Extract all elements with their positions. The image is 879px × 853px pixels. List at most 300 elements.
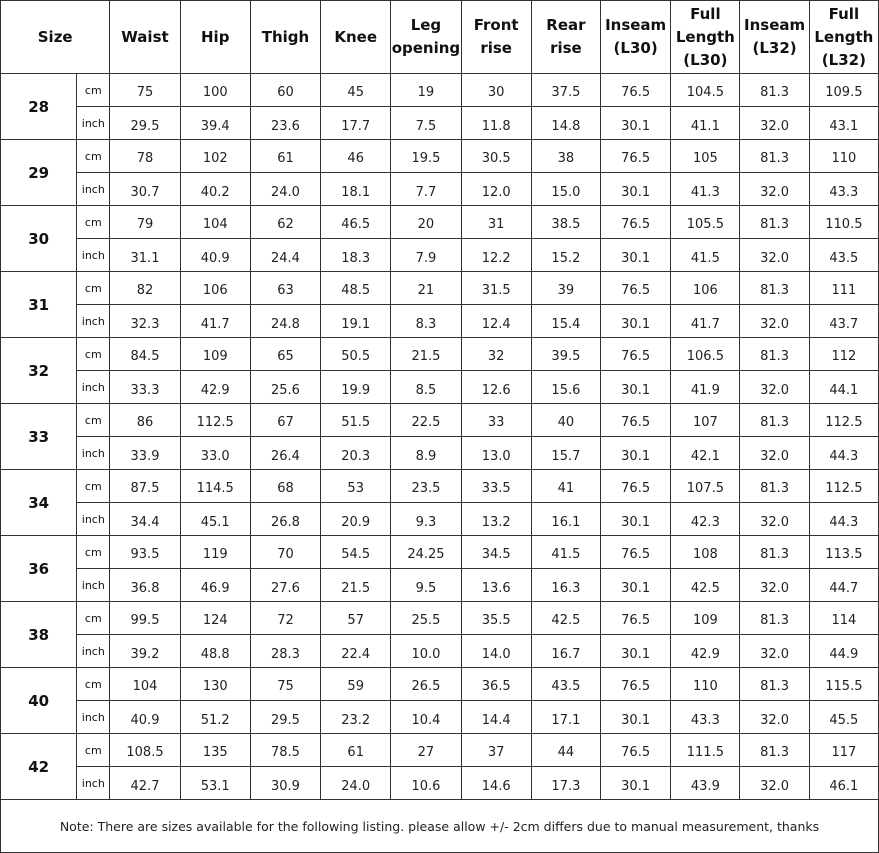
measurement-cell: 31.5 bbox=[461, 272, 531, 305]
measurement-cell: 54.5 bbox=[321, 536, 391, 569]
measurement-cell: 24.4 bbox=[250, 239, 320, 272]
table-row bbox=[1, 767, 879, 800]
measurement-cell: 46.5 bbox=[321, 206, 391, 239]
measurement-cell: 76.5 bbox=[601, 74, 671, 107]
measurement-cell: 33.5 bbox=[461, 470, 531, 503]
unit-label: inch bbox=[77, 305, 110, 338]
measurement-cell: 109 bbox=[180, 338, 250, 371]
unit-label: inch bbox=[77, 107, 110, 140]
measurement-cell: 40.9 bbox=[110, 701, 180, 734]
measurement-cell: 104 bbox=[180, 206, 250, 239]
unit-label: inch bbox=[77, 173, 110, 206]
measurement-cell: 7.5 bbox=[391, 107, 461, 140]
table-row bbox=[1, 305, 879, 338]
header-line: Waist bbox=[121, 27, 169, 46]
measurement-cell: 33 bbox=[461, 404, 531, 437]
measurement-cell: 32.0 bbox=[740, 767, 809, 800]
table-row bbox=[1, 107, 879, 140]
measurement-cell: 44.3 bbox=[809, 503, 878, 536]
measurement-cell: 44 bbox=[531, 734, 600, 767]
measurement-cell: 32.0 bbox=[740, 173, 809, 206]
header-line: Leg bbox=[410, 16, 442, 34]
measurement-cell: 22.4 bbox=[321, 635, 391, 668]
measurement-cell: 39.4 bbox=[180, 107, 250, 140]
header-line: (L32) bbox=[821, 50, 866, 69]
unit-label: cm bbox=[77, 734, 110, 767]
measurement-cell: 42.3 bbox=[671, 503, 740, 536]
header-line: opening bbox=[391, 39, 461, 57]
measurement-cell: 111 bbox=[809, 272, 878, 305]
measurement-cell: 112 bbox=[809, 338, 878, 371]
measurement-cell: 40.2 bbox=[180, 173, 250, 206]
measurement-cell: 31 bbox=[461, 206, 531, 239]
measurement-cell: 44.9 bbox=[809, 635, 878, 668]
measurement-cell: 19.9 bbox=[321, 371, 391, 404]
measurement-cell: 60 bbox=[250, 74, 320, 107]
column-header-knee bbox=[321, 1, 391, 74]
unit-label: inch bbox=[77, 437, 110, 470]
measurement-cell: 30.1 bbox=[601, 503, 671, 536]
measurement-cell: 26.5 bbox=[391, 668, 461, 701]
column-header-inseam-l30 bbox=[601, 1, 671, 74]
measurement-cell: 18.1 bbox=[321, 173, 391, 206]
measurement-cell: 44.7 bbox=[809, 569, 878, 602]
size-label: 42 bbox=[1, 734, 77, 800]
unit-label: cm bbox=[77, 536, 110, 569]
measurement-cell: 46.1 bbox=[809, 767, 878, 800]
table-row bbox=[1, 536, 879, 569]
table-body bbox=[1, 74, 879, 800]
measurement-cell: 17.3 bbox=[531, 767, 600, 800]
measurement-cell: 82 bbox=[110, 272, 180, 305]
measurement-cell: 39.2 bbox=[110, 635, 180, 668]
measurement-cell: 41.3 bbox=[671, 173, 740, 206]
measurement-cell: 63 bbox=[250, 272, 320, 305]
measurement-cell: 30.1 bbox=[601, 239, 671, 272]
measurement-cell: 81.3 bbox=[740, 338, 809, 371]
header-line: rise bbox=[550, 39, 582, 57]
header-line: Hip bbox=[201, 27, 230, 46]
header-line: Size bbox=[37, 27, 73, 46]
measurement-cell: 112.5 bbox=[180, 404, 250, 437]
column-header-leg-opening bbox=[391, 1, 461, 74]
measurement-cell: 27.6 bbox=[250, 569, 320, 602]
table-row bbox=[1, 239, 879, 272]
measurement-cell: 78 bbox=[110, 140, 180, 173]
measurement-cell: 32.0 bbox=[740, 107, 809, 140]
unit-label: cm bbox=[77, 404, 110, 437]
measurement-cell: 108.5 bbox=[110, 734, 180, 767]
measurement-cell: 30.1 bbox=[601, 305, 671, 338]
measurement-cell: 19.5 bbox=[391, 140, 461, 173]
measurement-cell: 43.9 bbox=[671, 767, 740, 800]
column-header-hip bbox=[180, 1, 250, 74]
measurement-cell: 14.8 bbox=[531, 107, 600, 140]
measurement-cell: 20.9 bbox=[321, 503, 391, 536]
table-row bbox=[1, 602, 879, 635]
measurement-cell: 81.3 bbox=[740, 404, 809, 437]
header-line: Rear bbox=[546, 16, 586, 34]
measurement-cell: 27 bbox=[391, 734, 461, 767]
unit-label: inch bbox=[77, 239, 110, 272]
header-line: rise bbox=[480, 39, 512, 57]
measurement-cell: 18.3 bbox=[321, 239, 391, 272]
measurement-cell: 100 bbox=[180, 74, 250, 107]
header-line: Inseam bbox=[605, 16, 667, 34]
measurement-cell: 104.5 bbox=[671, 74, 740, 107]
measurement-cell: 53.1 bbox=[180, 767, 250, 800]
measurement-cell: 32.0 bbox=[740, 305, 809, 338]
measurement-cell: 12.0 bbox=[461, 173, 531, 206]
measurement-cell: 109.5 bbox=[809, 74, 878, 107]
measurement-cell: 117 bbox=[809, 734, 878, 767]
measurement-cell: 28.3 bbox=[250, 635, 320, 668]
measurement-cell: 87.5 bbox=[110, 470, 180, 503]
measurement-cell: 62 bbox=[250, 206, 320, 239]
measurement-cell: 50.5 bbox=[321, 338, 391, 371]
unit-label: inch bbox=[77, 503, 110, 536]
measurement-cell: 43.1 bbox=[809, 107, 878, 140]
measurement-cell: 44.3 bbox=[809, 437, 878, 470]
measurement-cell: 70 bbox=[250, 536, 320, 569]
note-text: Note: There are sizes available for the following listing. please allow +/- 2cm differs due to manual measurement, thanks bbox=[1, 800, 879, 853]
measurement-cell: 8.9 bbox=[391, 437, 461, 470]
measurement-cell: 51.5 bbox=[321, 404, 391, 437]
size-label: 33 bbox=[1, 404, 77, 470]
table-row bbox=[1, 74, 879, 107]
measurement-cell: 13.2 bbox=[461, 503, 531, 536]
header-line: Knee bbox=[334, 27, 378, 46]
measurement-cell: 17.7 bbox=[321, 107, 391, 140]
measurement-cell: 106 bbox=[180, 272, 250, 305]
measurement-cell: 106 bbox=[671, 272, 740, 305]
measurement-cell: 81.3 bbox=[740, 602, 809, 635]
measurement-cell: 112.5 bbox=[809, 404, 878, 437]
measurement-cell: 34.5 bbox=[461, 536, 531, 569]
measurement-cell: 81.3 bbox=[740, 206, 809, 239]
measurement-cell: 15.2 bbox=[531, 239, 600, 272]
column-header-inseam-l32 bbox=[740, 1, 809, 74]
unit-label: cm bbox=[77, 74, 110, 107]
measurement-cell: 30.5 bbox=[461, 140, 531, 173]
measurement-cell: 33.3 bbox=[110, 371, 180, 404]
measurement-cell: 68 bbox=[250, 470, 320, 503]
measurement-cell: 119 bbox=[180, 536, 250, 569]
measurement-cell: 78.5 bbox=[250, 734, 320, 767]
measurement-cell: 12.2 bbox=[461, 239, 531, 272]
size-label: 31 bbox=[1, 272, 77, 338]
size-label: 28 bbox=[1, 74, 77, 140]
measurement-cell: 36.5 bbox=[461, 668, 531, 701]
header-line: Thigh bbox=[261, 27, 310, 46]
column-header-front-rise bbox=[461, 1, 531, 74]
table-row bbox=[1, 140, 879, 173]
measurement-cell: 24.0 bbox=[321, 767, 391, 800]
measurement-cell: 76.5 bbox=[601, 206, 671, 239]
measurement-cell: 81.3 bbox=[740, 734, 809, 767]
measurement-cell: 76.5 bbox=[601, 140, 671, 173]
measurement-cell: 13.6 bbox=[461, 569, 531, 602]
measurement-cell: 30.1 bbox=[601, 173, 671, 206]
measurement-cell: 110.5 bbox=[809, 206, 878, 239]
measurement-cell: 114.5 bbox=[180, 470, 250, 503]
measurement-cell: 32.0 bbox=[740, 569, 809, 602]
measurement-cell: 124 bbox=[180, 602, 250, 635]
measurement-cell: 42.9 bbox=[180, 371, 250, 404]
measurement-cell: 30.1 bbox=[601, 701, 671, 734]
unit-label: cm bbox=[77, 470, 110, 503]
measurement-cell: 30.9 bbox=[250, 767, 320, 800]
measurement-cell: 41.7 bbox=[180, 305, 250, 338]
measurement-cell: 86 bbox=[110, 404, 180, 437]
measurement-cell: 32.0 bbox=[740, 371, 809, 404]
measurement-cell: 26.4 bbox=[250, 437, 320, 470]
measurement-cell: 48.8 bbox=[180, 635, 250, 668]
measurement-cell: 79 bbox=[110, 206, 180, 239]
measurement-cell: 23.5 bbox=[391, 470, 461, 503]
measurement-cell: 41 bbox=[531, 470, 600, 503]
measurement-cell: 53 bbox=[321, 470, 391, 503]
measurement-cell: 115.5 bbox=[809, 668, 878, 701]
measurement-cell: 43.7 bbox=[809, 305, 878, 338]
measurement-cell: 14.4 bbox=[461, 701, 531, 734]
measurement-cell: 15.6 bbox=[531, 371, 600, 404]
measurement-cell: 7.9 bbox=[391, 239, 461, 272]
measurement-cell: 23.2 bbox=[321, 701, 391, 734]
measurement-cell: 30.7 bbox=[110, 173, 180, 206]
size-label: 30 bbox=[1, 206, 77, 272]
measurement-cell: 41.7 bbox=[671, 305, 740, 338]
measurement-cell: 8.5 bbox=[391, 371, 461, 404]
measurement-cell: 105 bbox=[671, 140, 740, 173]
measurement-cell: 32.0 bbox=[740, 239, 809, 272]
measurement-cell: 23.6 bbox=[250, 107, 320, 140]
measurement-cell: 20.3 bbox=[321, 437, 391, 470]
table-row bbox=[1, 503, 879, 536]
column-header-rear-rise bbox=[531, 1, 600, 74]
measurement-cell: 15.0 bbox=[531, 173, 600, 206]
measurement-cell: 33.0 bbox=[180, 437, 250, 470]
measurement-cell: 67 bbox=[250, 404, 320, 437]
measurement-cell: 57 bbox=[321, 602, 391, 635]
measurement-cell: 105.5 bbox=[671, 206, 740, 239]
size-label: 32 bbox=[1, 338, 77, 404]
measurement-cell: 99.5 bbox=[110, 602, 180, 635]
size-label: 38 bbox=[1, 602, 77, 668]
measurement-cell: 59 bbox=[321, 668, 391, 701]
table-row bbox=[1, 437, 879, 470]
measurement-cell: 111.5 bbox=[671, 734, 740, 767]
measurement-cell: 38 bbox=[531, 140, 600, 173]
measurement-cell: 81.3 bbox=[740, 74, 809, 107]
measurement-cell: 30.1 bbox=[601, 371, 671, 404]
header-line: Full bbox=[690, 4, 721, 23]
measurement-cell: 32 bbox=[461, 338, 531, 371]
measurement-cell: 135 bbox=[180, 734, 250, 767]
column-header-size bbox=[1, 1, 110, 74]
unit-label: inch bbox=[77, 371, 110, 404]
measurement-cell: 108 bbox=[671, 536, 740, 569]
unit-label: inch bbox=[77, 767, 110, 800]
measurement-cell: 102 bbox=[180, 140, 250, 173]
measurement-cell: 30 bbox=[461, 74, 531, 107]
measurement-cell: 81.3 bbox=[740, 272, 809, 305]
measurement-cell: 21 bbox=[391, 272, 461, 305]
table-row bbox=[1, 371, 879, 404]
measurement-cell: 81.3 bbox=[740, 668, 809, 701]
measurement-cell: 106.5 bbox=[671, 338, 740, 371]
measurement-cell: 104 bbox=[110, 668, 180, 701]
measurement-cell: 10.4 bbox=[391, 701, 461, 734]
measurement-cell: 11.8 bbox=[461, 107, 531, 140]
measurement-cell: 29.5 bbox=[110, 107, 180, 140]
column-header-waist bbox=[110, 1, 180, 74]
measurement-cell: 32.3 bbox=[110, 305, 180, 338]
measurement-cell: 93.5 bbox=[110, 536, 180, 569]
table-row bbox=[1, 272, 879, 305]
measurement-cell: 42.1 bbox=[671, 437, 740, 470]
measurement-cell: 37 bbox=[461, 734, 531, 767]
measurement-cell: 61 bbox=[250, 140, 320, 173]
measurement-cell: 17.1 bbox=[531, 701, 600, 734]
measurement-cell: 76.5 bbox=[601, 602, 671, 635]
unit-label: inch bbox=[77, 701, 110, 734]
measurement-cell: 37.5 bbox=[531, 74, 600, 107]
unit-label: cm bbox=[77, 602, 110, 635]
table-row bbox=[1, 734, 879, 767]
measurement-cell: 31.1 bbox=[110, 239, 180, 272]
table-row bbox=[1, 701, 879, 734]
header-line: (L30) bbox=[613, 39, 658, 57]
measurement-cell: 32.0 bbox=[740, 701, 809, 734]
measurement-cell: 38.5 bbox=[531, 206, 600, 239]
measurement-cell: 43.3 bbox=[671, 701, 740, 734]
measurement-cell: 43.3 bbox=[809, 173, 878, 206]
table-row bbox=[1, 569, 879, 602]
measurement-cell: 46 bbox=[321, 140, 391, 173]
measurement-cell: 26.8 bbox=[250, 503, 320, 536]
measurement-cell: 33.9 bbox=[110, 437, 180, 470]
measurement-cell: 12.6 bbox=[461, 371, 531, 404]
measurement-cell: 24.8 bbox=[250, 305, 320, 338]
measurement-cell: 72 bbox=[250, 602, 320, 635]
header-line: Front bbox=[473, 16, 519, 34]
measurement-cell: 40.9 bbox=[180, 239, 250, 272]
measurement-cell: 113.5 bbox=[809, 536, 878, 569]
measurement-cell: 21.5 bbox=[391, 338, 461, 371]
unit-label: inch bbox=[77, 635, 110, 668]
column-header-thigh bbox=[250, 1, 320, 74]
unit-label: cm bbox=[77, 206, 110, 239]
header-row bbox=[1, 1, 879, 74]
measurement-cell: 81.3 bbox=[740, 470, 809, 503]
header-line: Length bbox=[675, 27, 735, 46]
measurement-cell: 41.1 bbox=[671, 107, 740, 140]
measurement-cell: 14.0 bbox=[461, 635, 531, 668]
measurement-cell: 76.5 bbox=[601, 272, 671, 305]
measurement-cell: 76.5 bbox=[601, 668, 671, 701]
measurement-cell: 30.1 bbox=[601, 107, 671, 140]
size-label: 40 bbox=[1, 668, 77, 734]
size-label: 34 bbox=[1, 470, 77, 536]
measurement-cell: 30.1 bbox=[601, 569, 671, 602]
measurement-cell: 21.5 bbox=[321, 569, 391, 602]
measurement-cell: 13.0 bbox=[461, 437, 531, 470]
measurement-cell: 46.9 bbox=[180, 569, 250, 602]
measurement-cell: 51.2 bbox=[180, 701, 250, 734]
measurement-cell: 12.4 bbox=[461, 305, 531, 338]
measurement-cell: 109 bbox=[671, 602, 740, 635]
table-row bbox=[1, 668, 879, 701]
size-label: 29 bbox=[1, 140, 77, 206]
measurement-cell: 29.5 bbox=[250, 701, 320, 734]
measurement-cell: 15.4 bbox=[531, 305, 600, 338]
header-line: Full bbox=[828, 4, 860, 23]
measurement-cell: 76.5 bbox=[601, 470, 671, 503]
measurement-cell: 15.7 bbox=[531, 437, 600, 470]
measurement-cell: 45.1 bbox=[180, 503, 250, 536]
table-row bbox=[1, 206, 879, 239]
measurement-cell: 130 bbox=[180, 668, 250, 701]
measurement-cell: 22.5 bbox=[391, 404, 461, 437]
measurement-cell: 40 bbox=[531, 404, 600, 437]
measurement-cell: 30.1 bbox=[601, 767, 671, 800]
measurement-cell: 32.0 bbox=[740, 503, 809, 536]
measurement-cell: 43.5 bbox=[531, 668, 600, 701]
measurement-cell: 76.5 bbox=[601, 404, 671, 437]
measurement-cell: 30.1 bbox=[601, 635, 671, 668]
measurement-cell: 19 bbox=[391, 74, 461, 107]
measurement-cell: 107.5 bbox=[671, 470, 740, 503]
measurement-cell: 110 bbox=[809, 140, 878, 173]
header-line: (L30) bbox=[683, 50, 728, 69]
measurement-cell: 114 bbox=[809, 602, 878, 635]
measurement-cell: 41.9 bbox=[671, 371, 740, 404]
unit-label: cm bbox=[77, 140, 110, 173]
measurement-cell: 9.5 bbox=[391, 569, 461, 602]
measurement-cell: 36.8 bbox=[110, 569, 180, 602]
measurement-cell: 65 bbox=[250, 338, 320, 371]
measurement-cell: 107 bbox=[671, 404, 740, 437]
measurement-cell: 19.1 bbox=[321, 305, 391, 338]
unit-label: cm bbox=[77, 668, 110, 701]
measurement-cell: 81.3 bbox=[740, 536, 809, 569]
measurement-cell: 76.5 bbox=[601, 734, 671, 767]
unit-label: cm bbox=[77, 272, 110, 305]
measurement-cell: 42.5 bbox=[531, 602, 600, 635]
measurement-cell: 32.0 bbox=[740, 635, 809, 668]
unit-label: cm bbox=[77, 338, 110, 371]
measurement-cell: 16.7 bbox=[531, 635, 600, 668]
header-line: Length bbox=[814, 27, 874, 46]
measurement-cell: 45.5 bbox=[809, 701, 878, 734]
measurement-cell: 25.5 bbox=[391, 602, 461, 635]
measurement-cell: 20 bbox=[391, 206, 461, 239]
measurement-cell: 16.3 bbox=[531, 569, 600, 602]
unit-label: inch bbox=[77, 569, 110, 602]
table-row bbox=[1, 470, 879, 503]
measurement-cell: 16.1 bbox=[531, 503, 600, 536]
measurement-cell: 44.1 bbox=[809, 371, 878, 404]
column-header-full-length-l30 bbox=[671, 1, 740, 74]
measurement-cell: 45 bbox=[321, 74, 391, 107]
measurement-cell: 61 bbox=[321, 734, 391, 767]
measurement-cell: 10.0 bbox=[391, 635, 461, 668]
measurement-cell: 42.9 bbox=[671, 635, 740, 668]
table-row bbox=[1, 635, 879, 668]
measurement-cell: 7.7 bbox=[391, 173, 461, 206]
measurement-cell: 76.5 bbox=[601, 536, 671, 569]
